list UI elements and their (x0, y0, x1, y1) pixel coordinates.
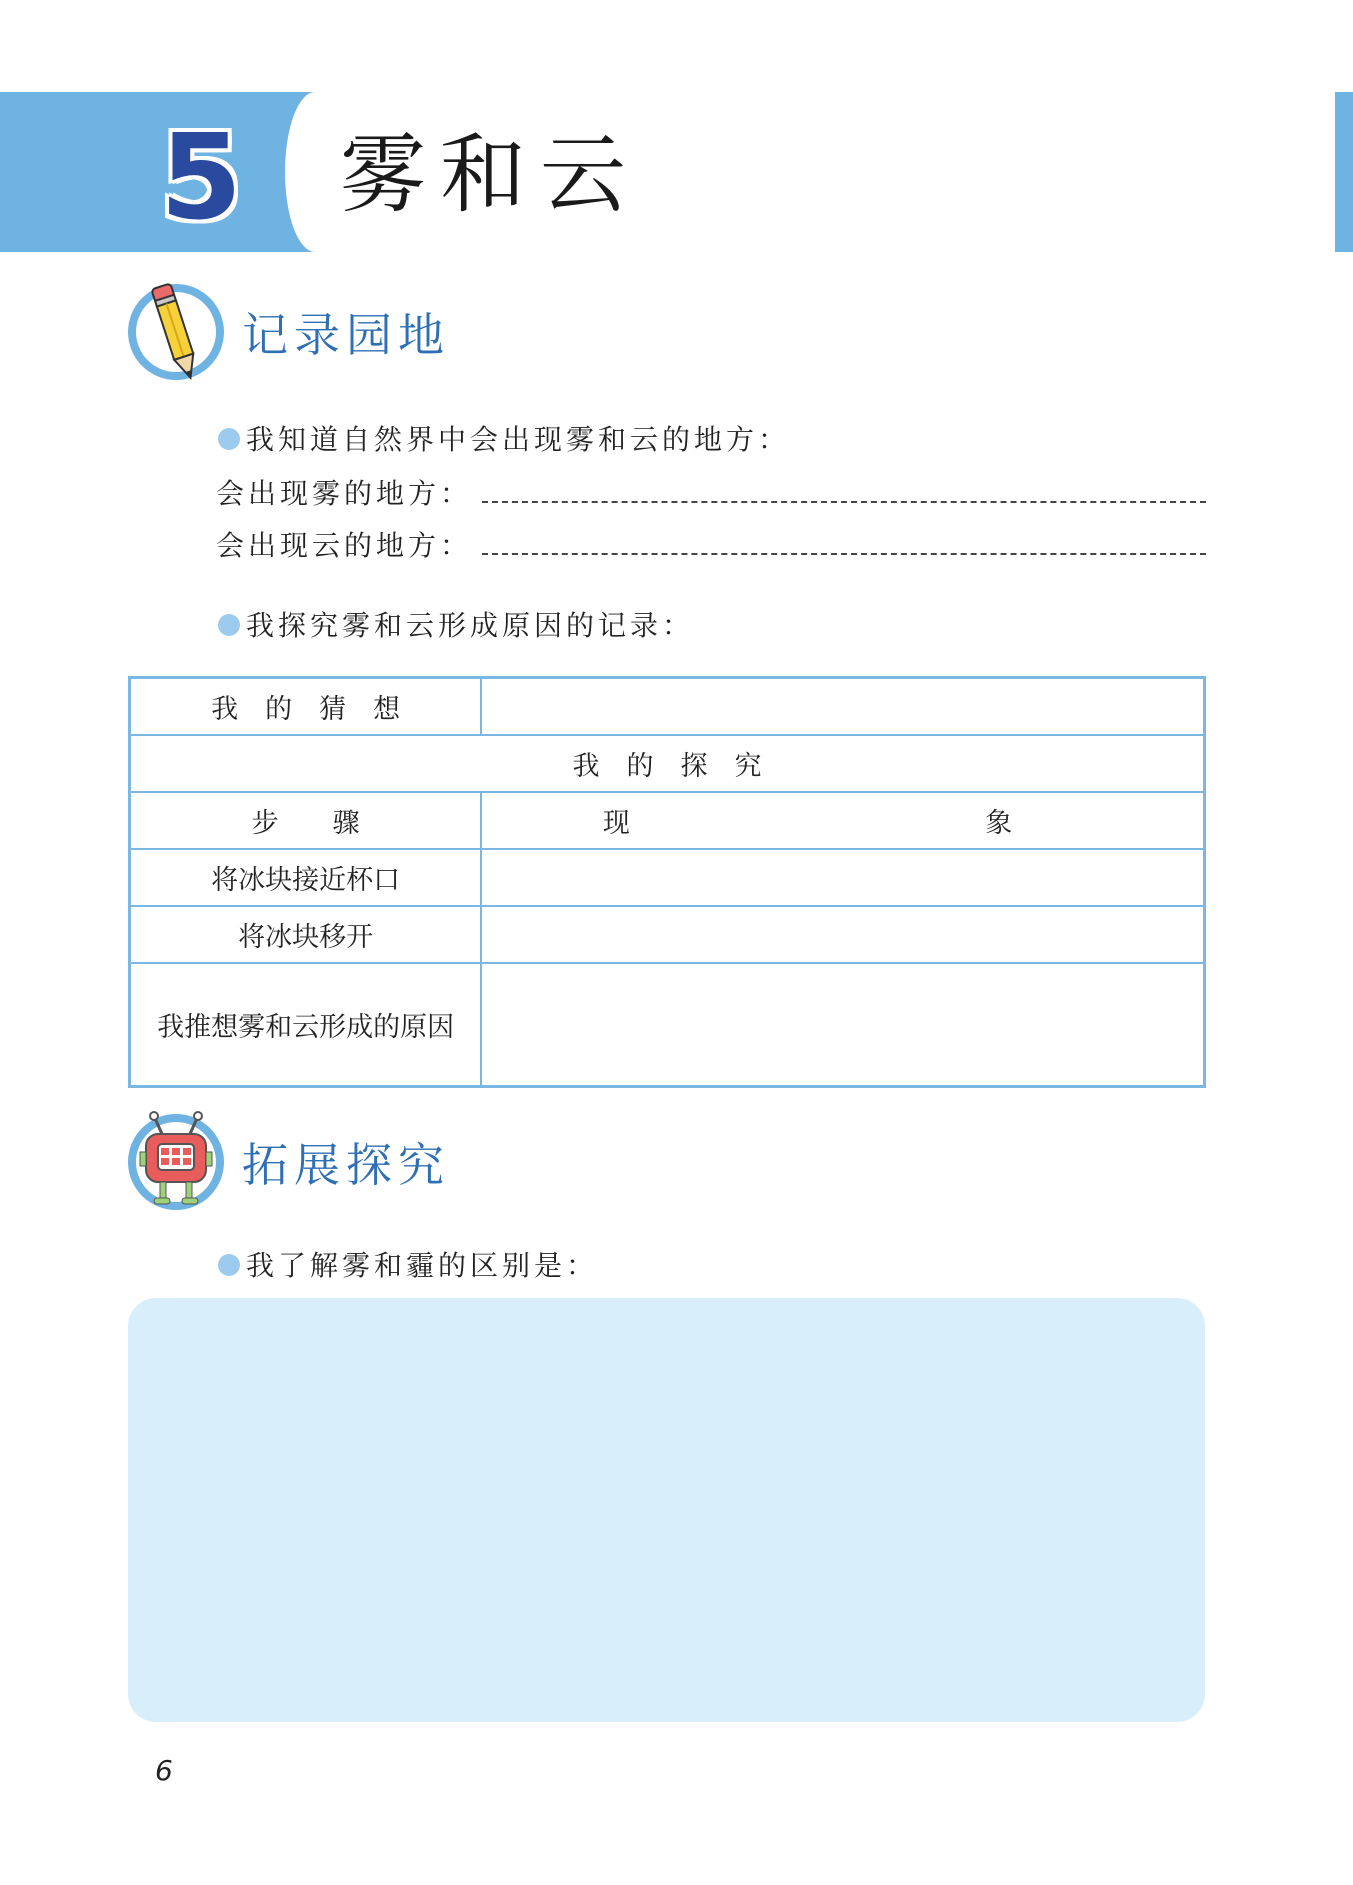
reason-label-cell: 我推想雾和云形成的原因 (130, 963, 482, 1087)
phenomenon-header-cell-1: 现 (481, 792, 750, 849)
side-tab (1335, 92, 1353, 252)
step-ice-close-cell: 将冰块接近杯口 (130, 849, 482, 906)
record-table (128, 676, 1206, 1088)
step-ice-away-cell: 将冰块移开 (130, 906, 482, 963)
section-record-header (128, 284, 450, 380)
cloud-places-line (216, 524, 1206, 564)
bullet-places (218, 418, 790, 458)
table-row (130, 735, 1205, 792)
bullet-dot-icon (218, 1254, 240, 1276)
robot-icon (128, 1114, 224, 1210)
chapter-title: 雾和云 (340, 125, 640, 225)
table-row (130, 963, 1205, 1087)
bullet-fog-haze-text: 我了解雾和霾的区别是： (246, 1249, 599, 1282)
chapter-banner (0, 92, 316, 252)
fog-haze-answer-box[interactable] (128, 1298, 1205, 1722)
bullet-record-text: 我探究雾和云形成原因的记录： (246, 609, 695, 642)
bullet-dot-icon (218, 614, 240, 636)
cloud-places-label: 会出现云的地方： (216, 529, 473, 562)
guess-label-cell: 我 的 猜 想 (130, 678, 482, 735)
table-row (130, 792, 1205, 849)
phenomenon-header-cell-2: 象 (750, 792, 1204, 849)
table-row (130, 849, 1205, 906)
page-number: 6 (155, 1754, 173, 1787)
cloud-places-blank[interactable] (482, 529, 1206, 555)
fog-places-line (216, 472, 1206, 512)
step-ice-close-answer[interactable] (481, 849, 1204, 906)
bullet-record (218, 604, 694, 644)
steps-header-cell: 步 骤 (130, 792, 482, 849)
reason-answer-cell[interactable] (481, 963, 1204, 1087)
guess-answer-cell[interactable] (481, 678, 1204, 735)
fog-places-label: 会出现雾的地方： (216, 477, 473, 510)
pencil-icon (128, 284, 224, 380)
section-title-extend: 拓展探究 (242, 1138, 450, 1192)
chapter-number: 5 (160, 108, 243, 246)
section-title-record: 记录园地 (242, 308, 450, 362)
bullet-fog-haze (218, 1244, 598, 1284)
bullet-places-text: 我知道自然界中会出现雾和云的地方： (246, 423, 791, 456)
fog-places-blank[interactable] (482, 477, 1206, 503)
table-row (130, 678, 1205, 735)
table-row (130, 906, 1205, 963)
bullet-dot-icon (218, 428, 240, 450)
step-ice-away-answer[interactable] (481, 906, 1204, 963)
section-extend-header (128, 1114, 450, 1210)
explore-header-cell: 我 的 探 究 (130, 735, 1205, 792)
